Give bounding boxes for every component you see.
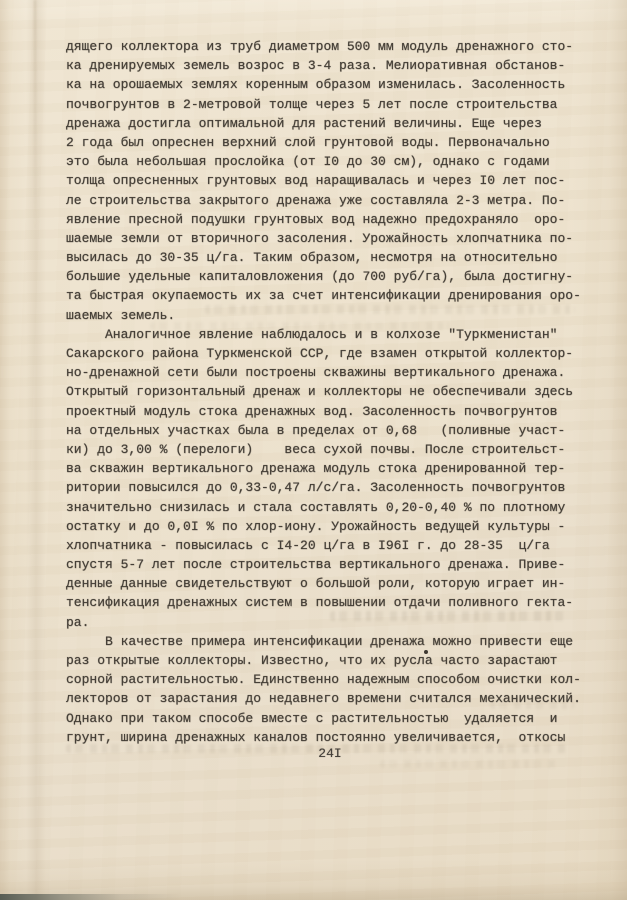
text-line: высилась до 30-35 ц/га. Таким образом, несмотря на относительно [66,250,558,266]
text-line: явление пресной подушки грунтовых вод надежно предохраняло оро- [66,211,566,227]
text-line: Сакарского района Туркменской ССР, где взамен открытой коллектор- [66,346,574,361]
text-line: лекторов от зарастания до недавнего времени считался механический. [66,691,581,707]
text-line: раз открытые коллекторы. Известно, что их русла часто зарастают [66,653,558,668]
text-line: ра. [66,614,90,630]
text-line: 2 года был опреснен верхний слой грунтовой воды. Первоначально [66,134,550,150]
text-line: большие удельные капиталовложения (до 700 руб/га), была достигну- [66,269,574,285]
text-line: тенсификация дренажных систем в повышении отдачи поливного гекта- [66,595,574,611]
text-line: проектный модуль стока дренажных вод. Засоленность почвогрунтов [66,403,558,419]
text-line: спустя 5-7 лет после строительства вертикального дренажа. Приве- [66,557,566,573]
text-line: хлопчатника - повысилась с I4-20 ц/га в I96I г. до 28-35 ц/га [66,537,550,553]
text-line: ритории повысился до 0,33-0,47 л/с/га. Засоленность почвогрунтов [66,480,566,496]
text-line: В качестве примера интенсификации дренажа можно привести еще [66,633,574,649]
bleedthrough-smudge [380,760,560,768]
page-text [66,37,581,747]
text-line: Аналогичное явление наблюдалось и в колхозе "Туркменистан" [66,326,558,342]
text-line: дренажа достигла оптимальной для растений величины. Еще через [66,115,542,131]
text-line: остатку и до 0,0I % по хлор-иону. Урожайность ведущей культуры - [66,518,566,534]
page-number: 24I [318,746,342,761]
text-line: но-дренажной сети были построены скважины вертикального дренажа. [66,365,566,381]
text-line: Открытый горизонтальный дренаж и коллекторы не обеспечивали здесь [66,384,574,400]
text-line: грунт, ширина дренажных каналов постоянно увеличивается, откосы [66,729,566,745]
text-line: ки) до 3,00 % (перелоги) веса сухой почвы. После строительст- [66,441,566,457]
text-line: ва скважин вертикального дренажа модуль стока дренированной тер- [66,461,566,477]
text-line: ка дренируемых земель возрос в 3-4 раза. Мелиоративная обстанов- [66,58,566,74]
text-line: денные данные свидетельствуют о большой роли, которую играет ин- [66,576,566,592]
text-line: ка на орошаемых землях коренным образом изменилась. Засоленность [66,77,566,93]
text-line: сорной растительностью. Единственно надежным способом очистки кол- [66,672,581,688]
text-line: на отдельных участках была в пределах от 0,68 (поливные участ- [66,422,566,438]
page-crease [34,0,36,230]
text-line: Однако при таком способе вместе с растительностью удаляется и [66,710,558,726]
text-line: толща опресненных грунтовых вод наращивалась и через I0 лет пос- [66,173,566,189]
text-line: шаемые земли от вторичного засоления. Урожайность хлопчатника по- [66,230,574,246]
text-line: ле строительства закрытого дренажа уже составляла 2-3 метра. По- [66,192,566,208]
text-line: почвогрунтов в 2-метровой толще через 5 лет после строительства [66,96,558,112]
text-line: это была небольшая прослойка (от I0 до 30 см), однако с годами [66,154,550,170]
text-line: дящего коллектора из труб диаметром 500 мм модуль дренажного сто- [66,39,574,54]
text-line: шаемых земель. [66,307,176,323]
text-line: та быстрая окупаемость их за счет интенсификации дренирования оро- [66,288,581,304]
text-line: значительно снизилась и стала составлять 0,20-0,40 % по плотному [66,499,566,515]
